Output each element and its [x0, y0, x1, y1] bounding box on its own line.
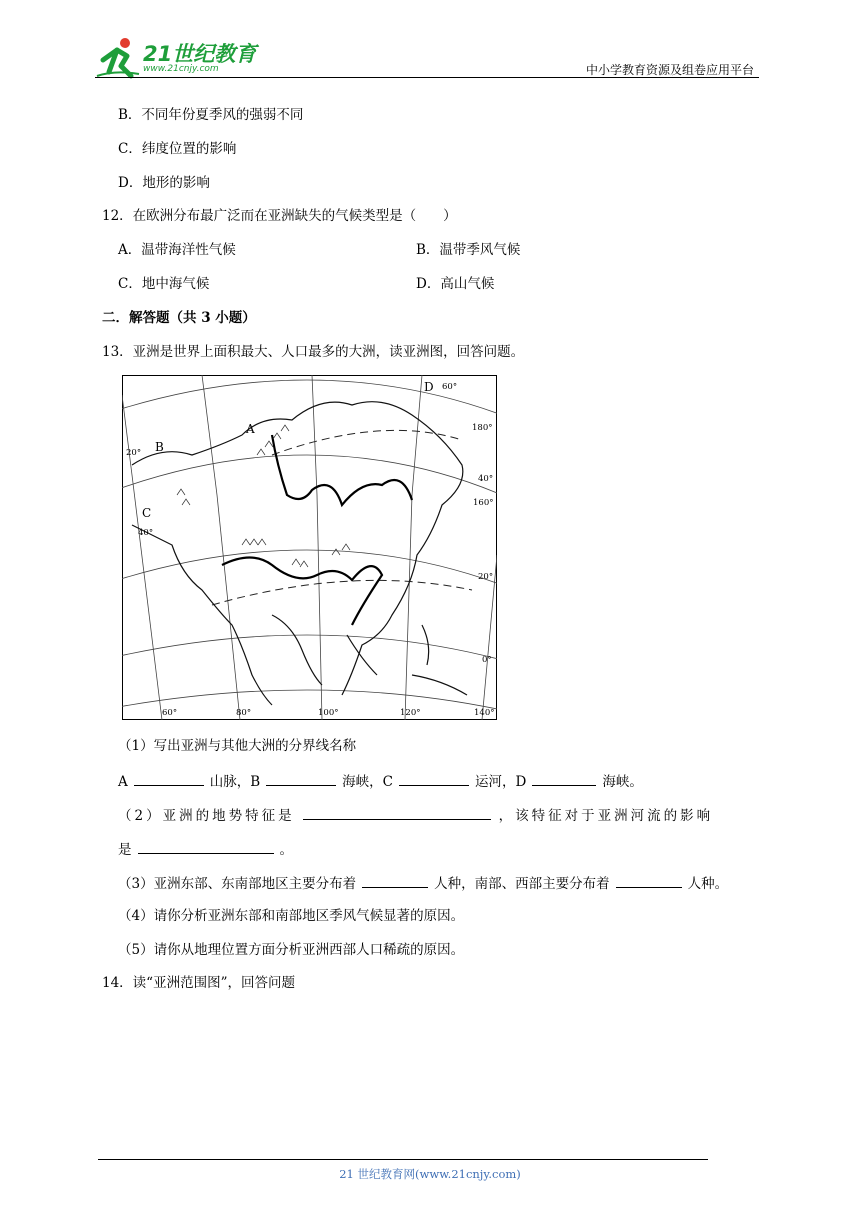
logo-text: 21世纪教育 — [143, 42, 257, 66]
fill-text: 海峡。 — [602, 774, 643, 790]
logo-url: www.21cnjy.com — [143, 64, 219, 74]
answer-blank-terrain[interactable] — [303, 805, 491, 820]
header-divider — [95, 77, 759, 78]
answer-blank-c[interactable] — [399, 771, 469, 786]
q12-option-d: D．高山气候 — [416, 276, 495, 292]
fill-text: 海峡，C — [342, 774, 394, 790]
answer-blank-d[interactable] — [532, 771, 596, 786]
part3-text: 人种，南部、西部主要分布着 — [434, 876, 610, 892]
footer-divider — [98, 1159, 708, 1160]
part2-text: （2）亚洲的地势特征是 — [118, 808, 295, 824]
runner-logo-icon — [95, 36, 141, 80]
q12-option-b: B．温带季风气候 — [416, 242, 521, 258]
section-heading: 二．解答题（共 3 小题） — [102, 310, 256, 326]
fill-text: 山脉，B — [209, 774, 261, 790]
q13-part2-line2 — [118, 839, 293, 859]
q12-stem: 12．在欧洲分布最广泛而在亚洲缺失的气候类型是（ ） — [102, 208, 457, 224]
answer-blank-race-west[interactable] — [616, 873, 682, 888]
map-lat-label: 40° — [138, 528, 154, 538]
q14-stem: 14．读“亚洲范围图”，回答问题 — [102, 975, 295, 991]
fill-text: 运河，D — [475, 774, 527, 790]
map-lat-label: 20° — [126, 448, 142, 458]
map-lon-label: 100° — [318, 708, 339, 718]
map-label-d: D — [424, 380, 434, 394]
part3-text: 人种。 — [687, 876, 729, 892]
site-logo — [95, 36, 265, 80]
map-label-c: C — [142, 506, 152, 520]
map-lon-label: 120° — [400, 708, 421, 718]
q11-option-b: B．不同年份夏季风的强弱不同 — [118, 107, 304, 123]
map-lon-label: 140° — [474, 708, 495, 718]
part2-text: ，该特征对于亚洲河流的影响 — [498, 808, 714, 824]
q13-part2 — [118, 805, 713, 825]
q13-part3 — [118, 873, 728, 893]
map-lon-label: 160° — [473, 498, 494, 508]
map-lat-label: 20° — [478, 572, 494, 582]
map-lat-label: 60° — [442, 382, 458, 392]
asia-map — [122, 375, 497, 720]
footer-text[interactable]: 21 世纪教育网(www.21cnjy.com) — [339, 1167, 521, 1181]
map-lat-label: 0° — [482, 655, 492, 665]
q12-option-a: A．温带海洋性气候 — [118, 242, 236, 258]
header-platform-name: 中小学教育资源及组卷应用平台 — [585, 63, 754, 77]
answer-blank-race-east[interactable] — [362, 873, 428, 888]
q11-option-c: C．纬度位置的影响 — [118, 141, 237, 157]
map-label-b: B — [155, 440, 164, 454]
map-lon-label: 60° — [162, 708, 178, 718]
map-lat-label: 40° — [478, 474, 494, 484]
fill-text: A — [118, 774, 128, 790]
q13-part5: （5）请你从地理位置方面分析亚洲西部人口稀疏的原因。 — [118, 942, 465, 958]
asia-map-figure — [122, 375, 497, 720]
q13-part1: （1）写出亚洲与其他大洲的分界线名称 — [118, 738, 357, 754]
answer-blank-b[interactable] — [266, 771, 336, 786]
q12-option-c: C．地中海气候 — [118, 276, 210, 292]
q13-part4: （4）请你分析亚洲东部和南部地区季风气候显著的原因。 — [118, 908, 465, 924]
part2-text: 是 — [118, 842, 132, 858]
part2-text: 。 — [279, 842, 293, 858]
answer-blank-a[interactable] — [134, 771, 204, 786]
map-lon-label: 180° — [472, 423, 493, 433]
part3-text: （3）亚洲东部、东南部地区主要分布着 — [118, 876, 357, 892]
q11-option-d: D．地形的影响 — [118, 175, 210, 191]
map-label-a: A — [246, 422, 255, 436]
map-lon-label: 80° — [236, 708, 252, 718]
q13-stem: 13．亚洲是世界上面积最大、人口最多的大洲，读亚洲图，回答问题。 — [102, 344, 525, 360]
answer-blank-river[interactable] — [138, 839, 274, 854]
q13-part1-fill — [118, 771, 643, 791]
